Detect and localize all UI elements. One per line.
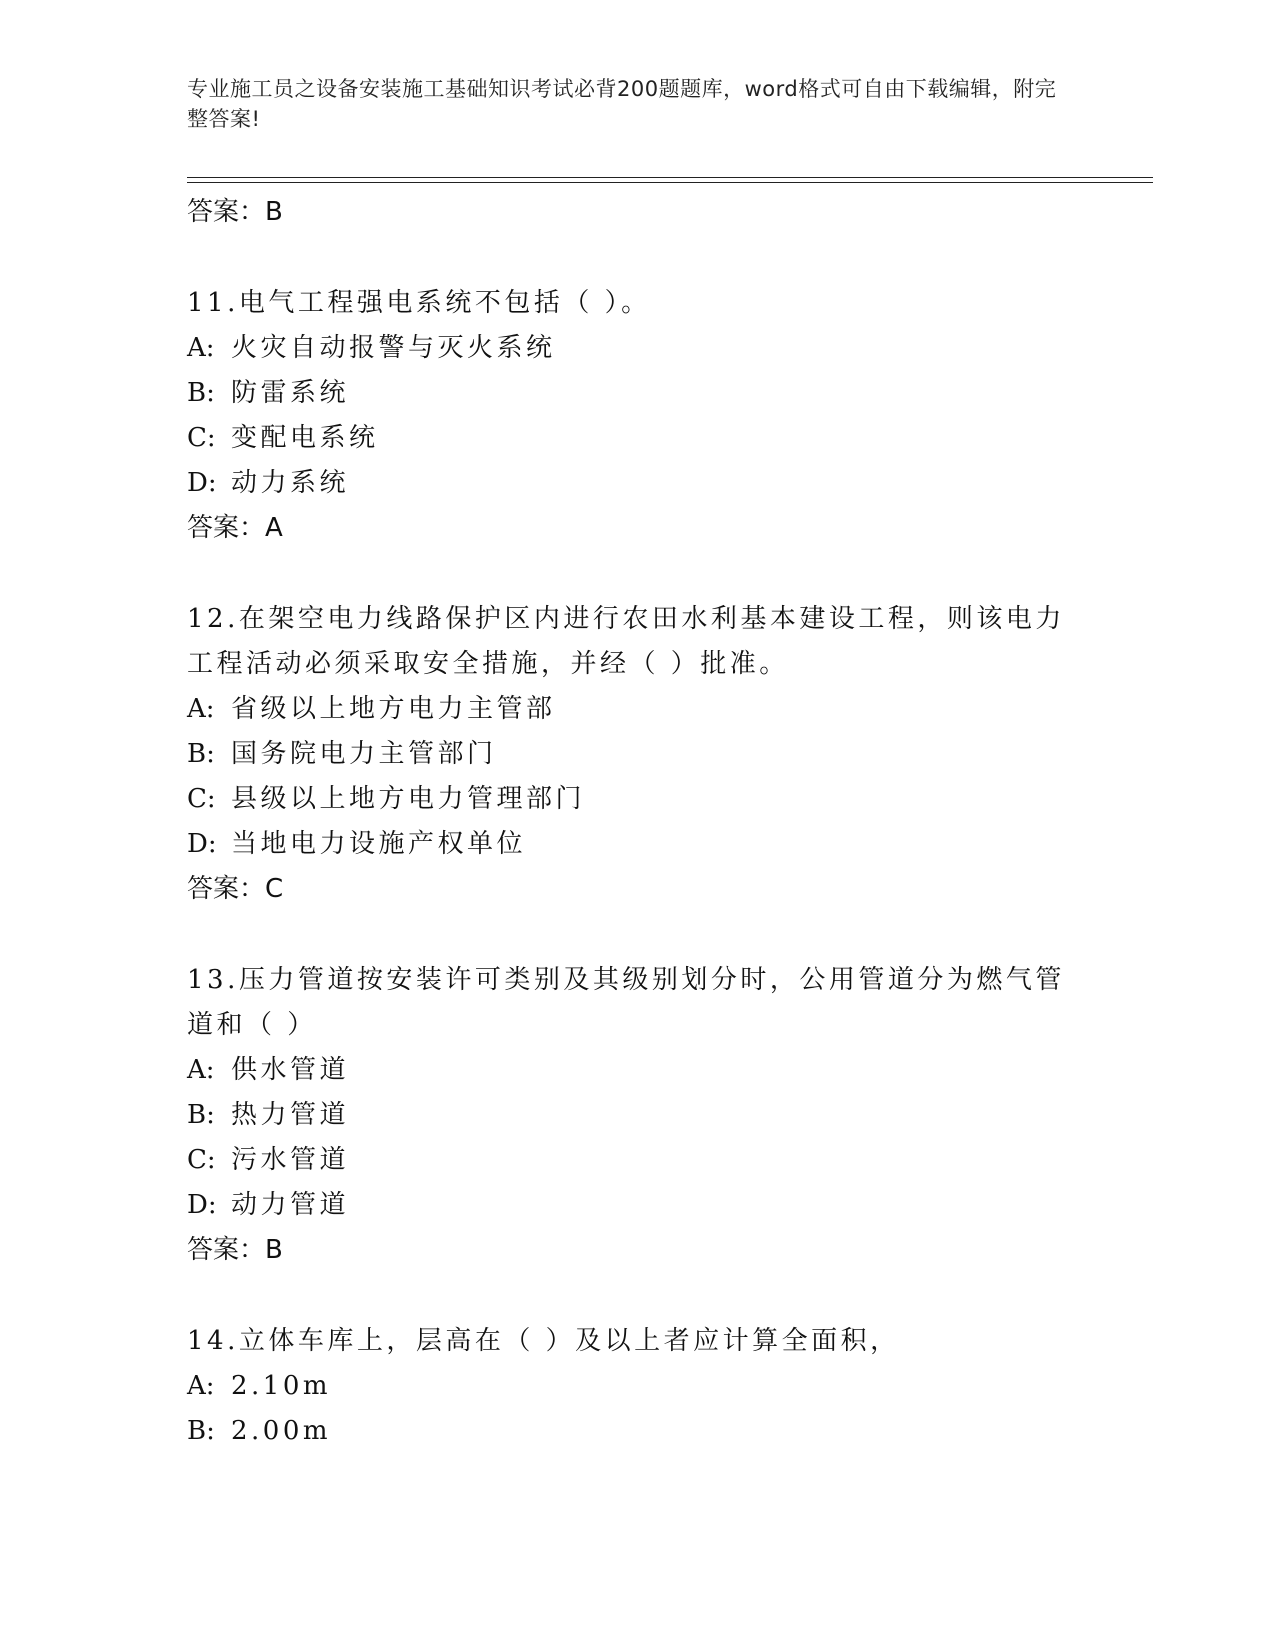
- answer-line: 答案：B: [187, 197, 283, 227]
- question-11: [187, 281, 1087, 551]
- header-rule-bottom: [187, 182, 1153, 183]
- document-header: 专业施工员之设备安装施工基础知识考试必背200题题库，word格式可自由下载编辑，附完整答案!: [187, 77, 1057, 131]
- answer-line: 答案：C: [187, 874, 284, 904]
- question-content: [187, 190, 1087, 1454]
- question-14: [187, 1319, 1087, 1454]
- option-key: A:: [187, 1371, 215, 1401]
- option-b: [187, 1093, 1087, 1138]
- header-rule-top: [187, 177, 1153, 178]
- option-key: D:: [187, 468, 217, 498]
- option-text: 动力系统: [231, 468, 350, 498]
- option-c: [187, 416, 1087, 461]
- question-stem: 14.立体车库上，层高在（ ）及以上者应计算全面积，: [187, 1326, 900, 1356]
- option-key: A:: [187, 694, 215, 724]
- option-b: [187, 1409, 1087, 1454]
- option-text: 变配电系统: [231, 423, 379, 453]
- question-stem: 12.在架空电力线路保护区内进行农田水利基本建设工程，则该电力工程活动必须采取安全措施，并经（ ）批准。: [187, 604, 1065, 679]
- option-text: 供水管道: [231, 1055, 350, 1085]
- option-text: 国务院电力主管部门: [231, 739, 497, 769]
- option-key: D:: [187, 829, 217, 859]
- option-a: [187, 326, 1087, 371]
- option-text: 2.10m: [231, 1371, 332, 1401]
- option-key: A:: [187, 333, 215, 363]
- option-text: 动力管道: [231, 1190, 350, 1220]
- option-b: [187, 371, 1087, 416]
- question-stem: 11.电气工程强电系统不包括（ ）。: [187, 288, 651, 318]
- option-d: [187, 1183, 1087, 1228]
- option-text: 火灾自动报警与灭火系统: [231, 333, 556, 363]
- answer-line: 答案：B: [187, 1235, 283, 1265]
- option-b: [187, 732, 1087, 777]
- option-c: [187, 777, 1087, 822]
- option-text: 热力管道: [231, 1100, 350, 1130]
- option-text: 污水管道: [231, 1145, 350, 1175]
- question-12: [187, 597, 1087, 912]
- option-text: 2.00m: [231, 1416, 332, 1446]
- option-key: C:: [187, 1145, 216, 1175]
- option-a: [187, 1048, 1087, 1093]
- question-13: [187, 958, 1087, 1273]
- option-text: 县级以上地方电力管理部门: [231, 784, 586, 814]
- option-text: 防雷系统: [231, 378, 350, 408]
- question-stem: 13.压力管道按安装许可类别及其级别划分时，公用管道分为燃气管道和（ ）: [187, 965, 1065, 1040]
- answer-line: 答案：A: [187, 513, 283, 543]
- option-a: [187, 687, 1087, 732]
- option-d: [187, 461, 1087, 506]
- option-key: C:: [187, 423, 216, 453]
- option-text: 省级以上地方电力主管部: [231, 694, 556, 724]
- option-c: [187, 1138, 1087, 1183]
- option-key: B:: [187, 1100, 215, 1130]
- option-key: B:: [187, 1416, 215, 1446]
- option-d: [187, 822, 1087, 867]
- option-key: B:: [187, 739, 215, 769]
- option-key: D:: [187, 1190, 217, 1220]
- option-a: [187, 1364, 1087, 1409]
- option-key: C:: [187, 784, 216, 814]
- option-key: B:: [187, 378, 215, 408]
- option-key: A:: [187, 1055, 215, 1085]
- option-text: 当地电力设施产权单位: [231, 829, 527, 859]
